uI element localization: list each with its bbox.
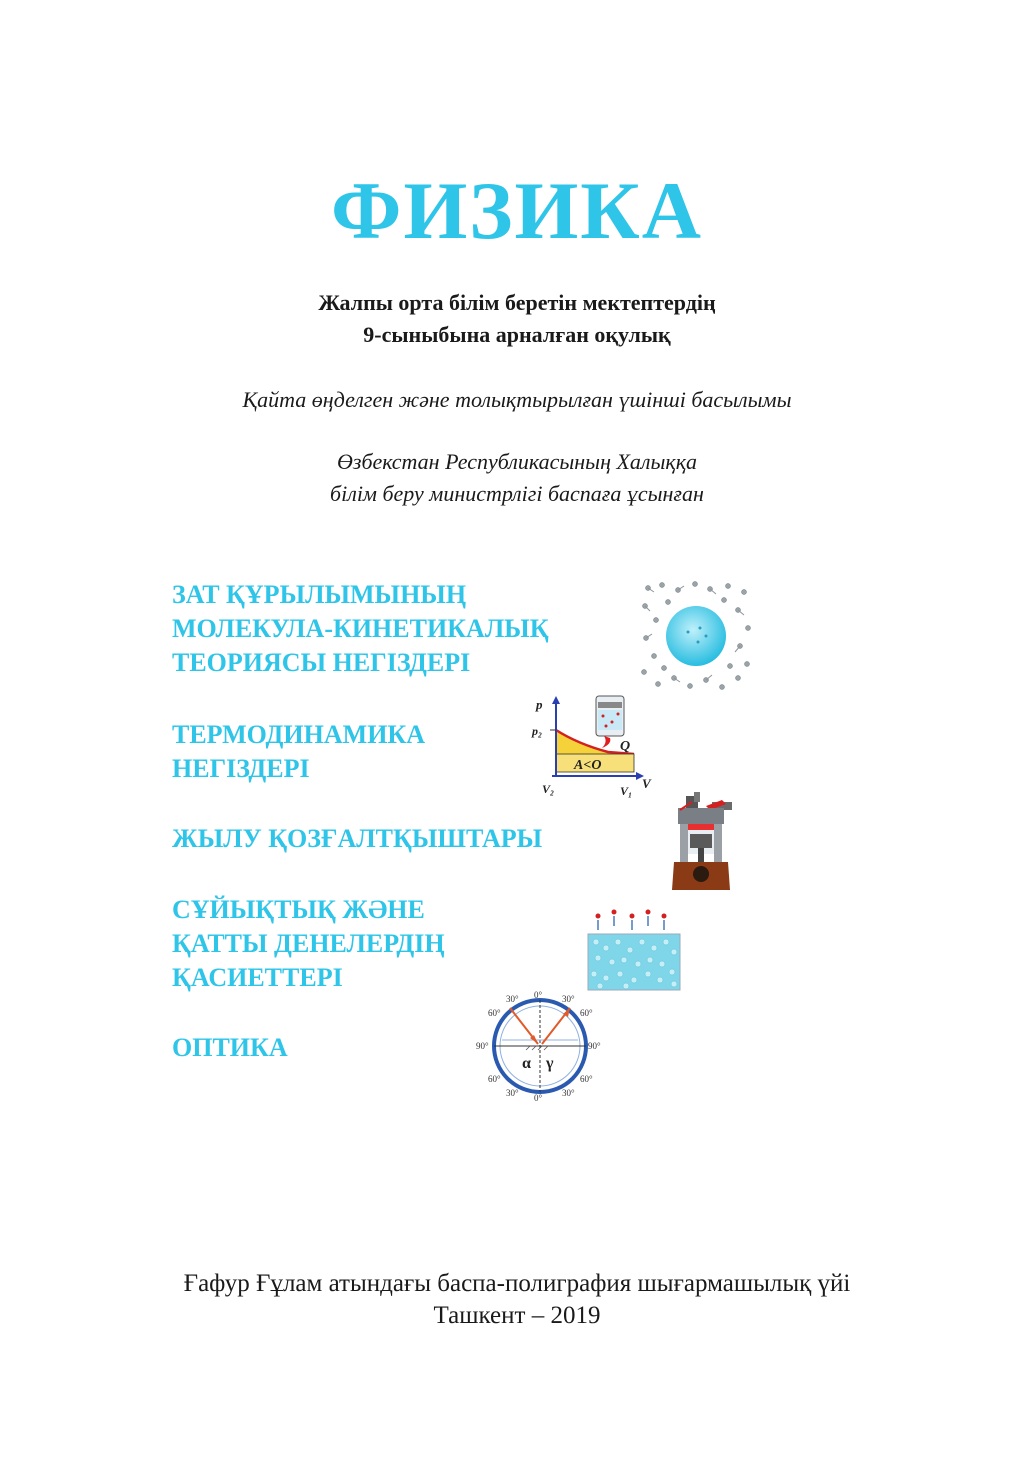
topic-line: ТЕРМОДИНАМИКА (172, 720, 426, 749)
angle-upper-left-2: 30° (506, 994, 519, 1004)
angle-right: 90° (588, 1041, 601, 1051)
book-title: ФИЗИКА (331, 165, 703, 256)
angle-gamma: γ (546, 1055, 554, 1072)
angle-lower-left: 60° (488, 1074, 501, 1084)
place-year: Ташкент – 2019 (433, 1302, 601, 1329)
topic-molecular-kinetic (172, 578, 549, 680)
angle-upper-right-2: 30° (562, 994, 575, 1004)
axis-label-p: p (536, 697, 543, 712)
topic-heat-engines (172, 822, 542, 856)
angle-lower-right: 60° (580, 1074, 593, 1084)
angle-upper-left: 60° (488, 1008, 501, 1018)
topic-liquids-solids (172, 893, 445, 995)
topic-line: ЖЫЛУ ҚОЗҒАЛТҚЫШТАРЫ (172, 824, 543, 853)
angle-top: 0° (534, 990, 543, 1000)
label-p2: p₂ (532, 724, 543, 738)
edition-note: Қайта өңделген және толықтырылған үшінші басылымы (242, 387, 792, 412)
label-work: A<O (574, 758, 602, 773)
approval-line-1: Өзбекстан Республикасының Халыққа (337, 449, 697, 474)
label-v2: V₂ (542, 782, 555, 796)
axis-label-v: V (642, 776, 651, 791)
pv-diagram-icon (528, 692, 656, 800)
topic-thermodynamics (172, 718, 425, 786)
approval-line-2: білім беру министрлігі баспаға ұсынған (330, 481, 704, 506)
angle-lower-right-2: 30° (562, 1088, 575, 1098)
topic-line: ТЕОРИЯСЫ НЕГІЗДЕРІ (172, 648, 471, 677)
label-q: Q (620, 739, 631, 754)
label-v1: V₁ (620, 784, 633, 798)
subtitle-line-2: 9-сыныбына арналған оқулық (363, 322, 671, 347)
topic-line: ҚАСИЕТТЕРІ (172, 963, 343, 992)
angle-bottom: 0° (534, 1093, 543, 1102)
topic-optics (172, 1031, 288, 1065)
publisher: Ғафур Ғұлам атындағы баспа-полиграфия шығармашылық үйі (183, 1270, 851, 1297)
topic-line: СҰЙЫҚТЫҚ ЖӘНЕ (172, 895, 425, 924)
engine-icon (664, 790, 744, 894)
topic-line: ОПТИКА (172, 1033, 288, 1062)
protractor-icon (476, 990, 604, 1102)
subtitle-line-1: Жалпы орта білім беретін мектептердің (318, 290, 716, 315)
angle-alpha: α (522, 1055, 531, 1072)
topic-line: МОЛЕКУЛА-КИНЕТИКАЛЫҚ (172, 614, 549, 643)
topic-line: ҚАТТЫ ДЕНЕЛЕРДІҢ (172, 929, 445, 958)
topic-line: ЗАТ ҚҰРЫЛЫМЫНЫҢ (172, 580, 467, 609)
liquid-icon (586, 902, 682, 992)
angle-left: 90° (476, 1041, 489, 1051)
molecules-icon (640, 580, 752, 692)
angle-lower-left-2: 30° (506, 1088, 519, 1098)
topic-line: НЕГІЗДЕРІ (172, 754, 310, 783)
angle-upper-right: 60° (580, 1008, 593, 1018)
